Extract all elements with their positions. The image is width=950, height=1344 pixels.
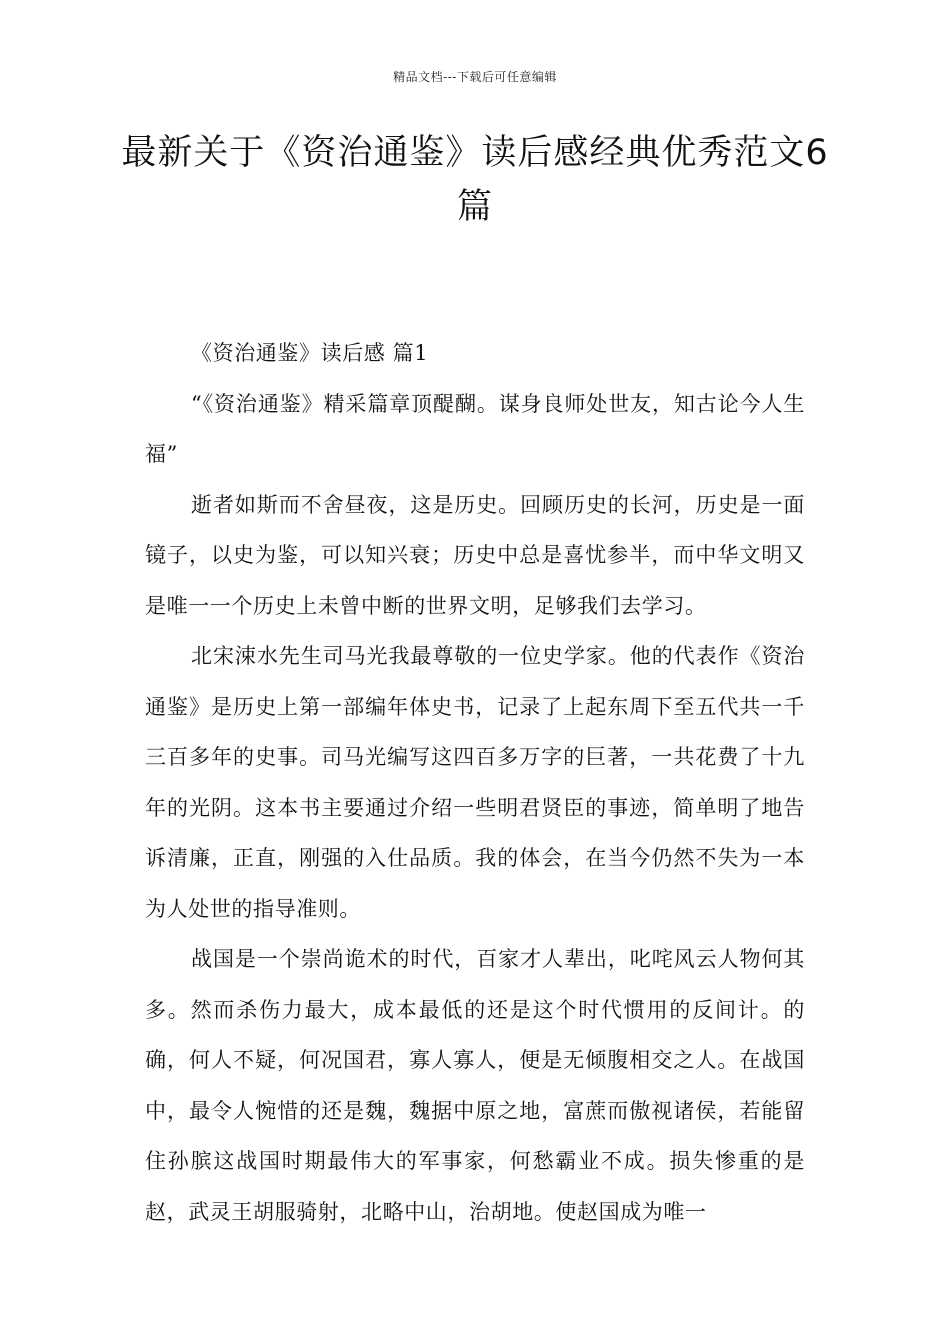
section-heading: 《资治通鉴》读后感 篇1 bbox=[191, 341, 429, 365]
paragraph: 北宋涑水先生司马光我最尊敬的一位史学家。他的代表作《资治通鉴》是历史上第一部编年体史书，记录了上起东周下至五代共一千三百多年的史事。司马光编写这四百多万字的巨著，一共花费了十九年的光阴。这本书主要通过介绍一些明君贤臣的事迹，简单明了地告诉清廉，正直，刚强的入仕品质。我的体会，在当今仍然不失为一本为人处世的指导准则。 bbox=[145, 644, 805, 921]
header-note: 精品文档---下载后可任意编辑 bbox=[393, 70, 557, 84]
paragraph-quote: “《资治通鉴》精采篇章顶醍醐。谋身良师处世友，知古论今人生福” bbox=[145, 391, 805, 466]
paragraph: 战国是一个崇尚诡术的时代，百家才人辈出，叱咤风云人物何其多。然而杀伤力最大，成本最低的还是这个时代惯用的反间计。的确，何人不疑，何况国君，寡人寡人，便是无倾腹相交之人。在战国中，最令人惋惜的还是魏，魏据中原之地，富蔗而傲视诸侯，若能留住孙膑这战国时期最伟大的军事家，何愁霸业不成。损失惨重的是赵，武灵王胡服骑射，北略中山，治胡地。使赵国成为唯一 bbox=[145, 947, 805, 1224]
document-title: 最新关于《资治通鉴》读后感经典优秀范文6篇 bbox=[121, 133, 829, 227]
paragraph: 逝者如斯而不舍昼夜，这是历史。回顾历史的长河，历史是一面镜子，以史为鉴，可以知兴衰；历史中总是喜忧参半，而中华文明又是唯一一个历史上未曾中断的世界文明，足够我们去学习。 bbox=[145, 492, 805, 618]
document-body bbox=[145, 328, 805, 1237]
